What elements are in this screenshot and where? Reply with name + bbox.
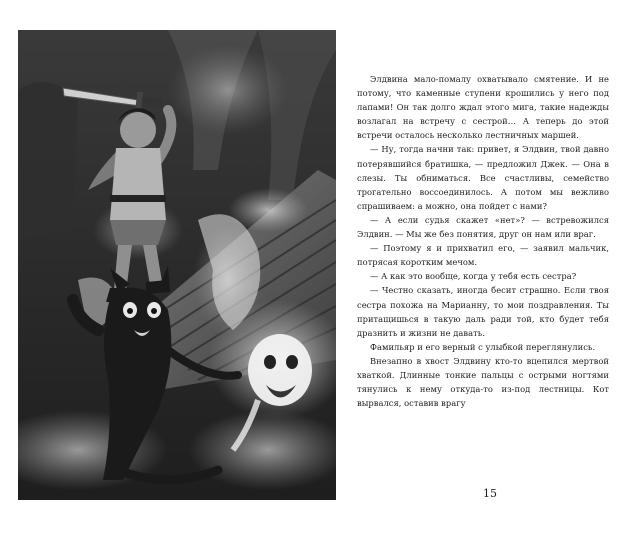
page-number: 15	[483, 487, 497, 500]
illustration-art	[18, 30, 336, 500]
paragraph: — Честно сказать, иногда бесит страшно. Если твоя сестра похожа на Марианну, то мои поздравления. Ты притащишься в такую даль ради той, кто будет тебя дразнить и жизни не давать.	[357, 285, 609, 338]
paragraph: — А если судья скажет «нет»? — встревожился Элдвин. — Мы же без понятия, друг он нам или враг.	[357, 214, 609, 240]
paragraph: Фамильяр и его верный с улыбкой переглянулись.	[370, 341, 596, 352]
paragraph: — А как это вообще, когда у тебя есть сестра?	[370, 271, 577, 282]
paragraph: Элдвина мало-помалу охватывало смятение. И не потому, что каменные ступени крошились у него под лапами! Он так долго ждал этого мига, такие надежды возлагал на встречу с сестрой… А теперь до этой встречи осталось несколько лестничных маршей.	[357, 74, 609, 141]
paragraph: Внезапно в хвост Элдвину кто-то вцепился мертвой хваткой. Длинные тонкие пальцы с острыми ногтями тянулись к нему откуда-то из-под лестницы. Кот вырвался, оставив врагу	[357, 355, 609, 409]
paragraph: — Поэтому я и прихватил его, — заявил мальчик, потрясая коротким мечом.	[357, 243, 609, 268]
paragraph: — Ну, тогда начни так: привет, я Элдвин, твой давно потерявшийся братишка, — предложил Джек. — Она в слезы. Ты обниматься. Все счастливы, семейство трогательно воссоединилось. А потом мы вежливо спрашиваем: а можно, она пойдет с нами?	[357, 144, 609, 211]
illustration	[18, 30, 336, 500]
text-page	[357, 72, 609, 410]
